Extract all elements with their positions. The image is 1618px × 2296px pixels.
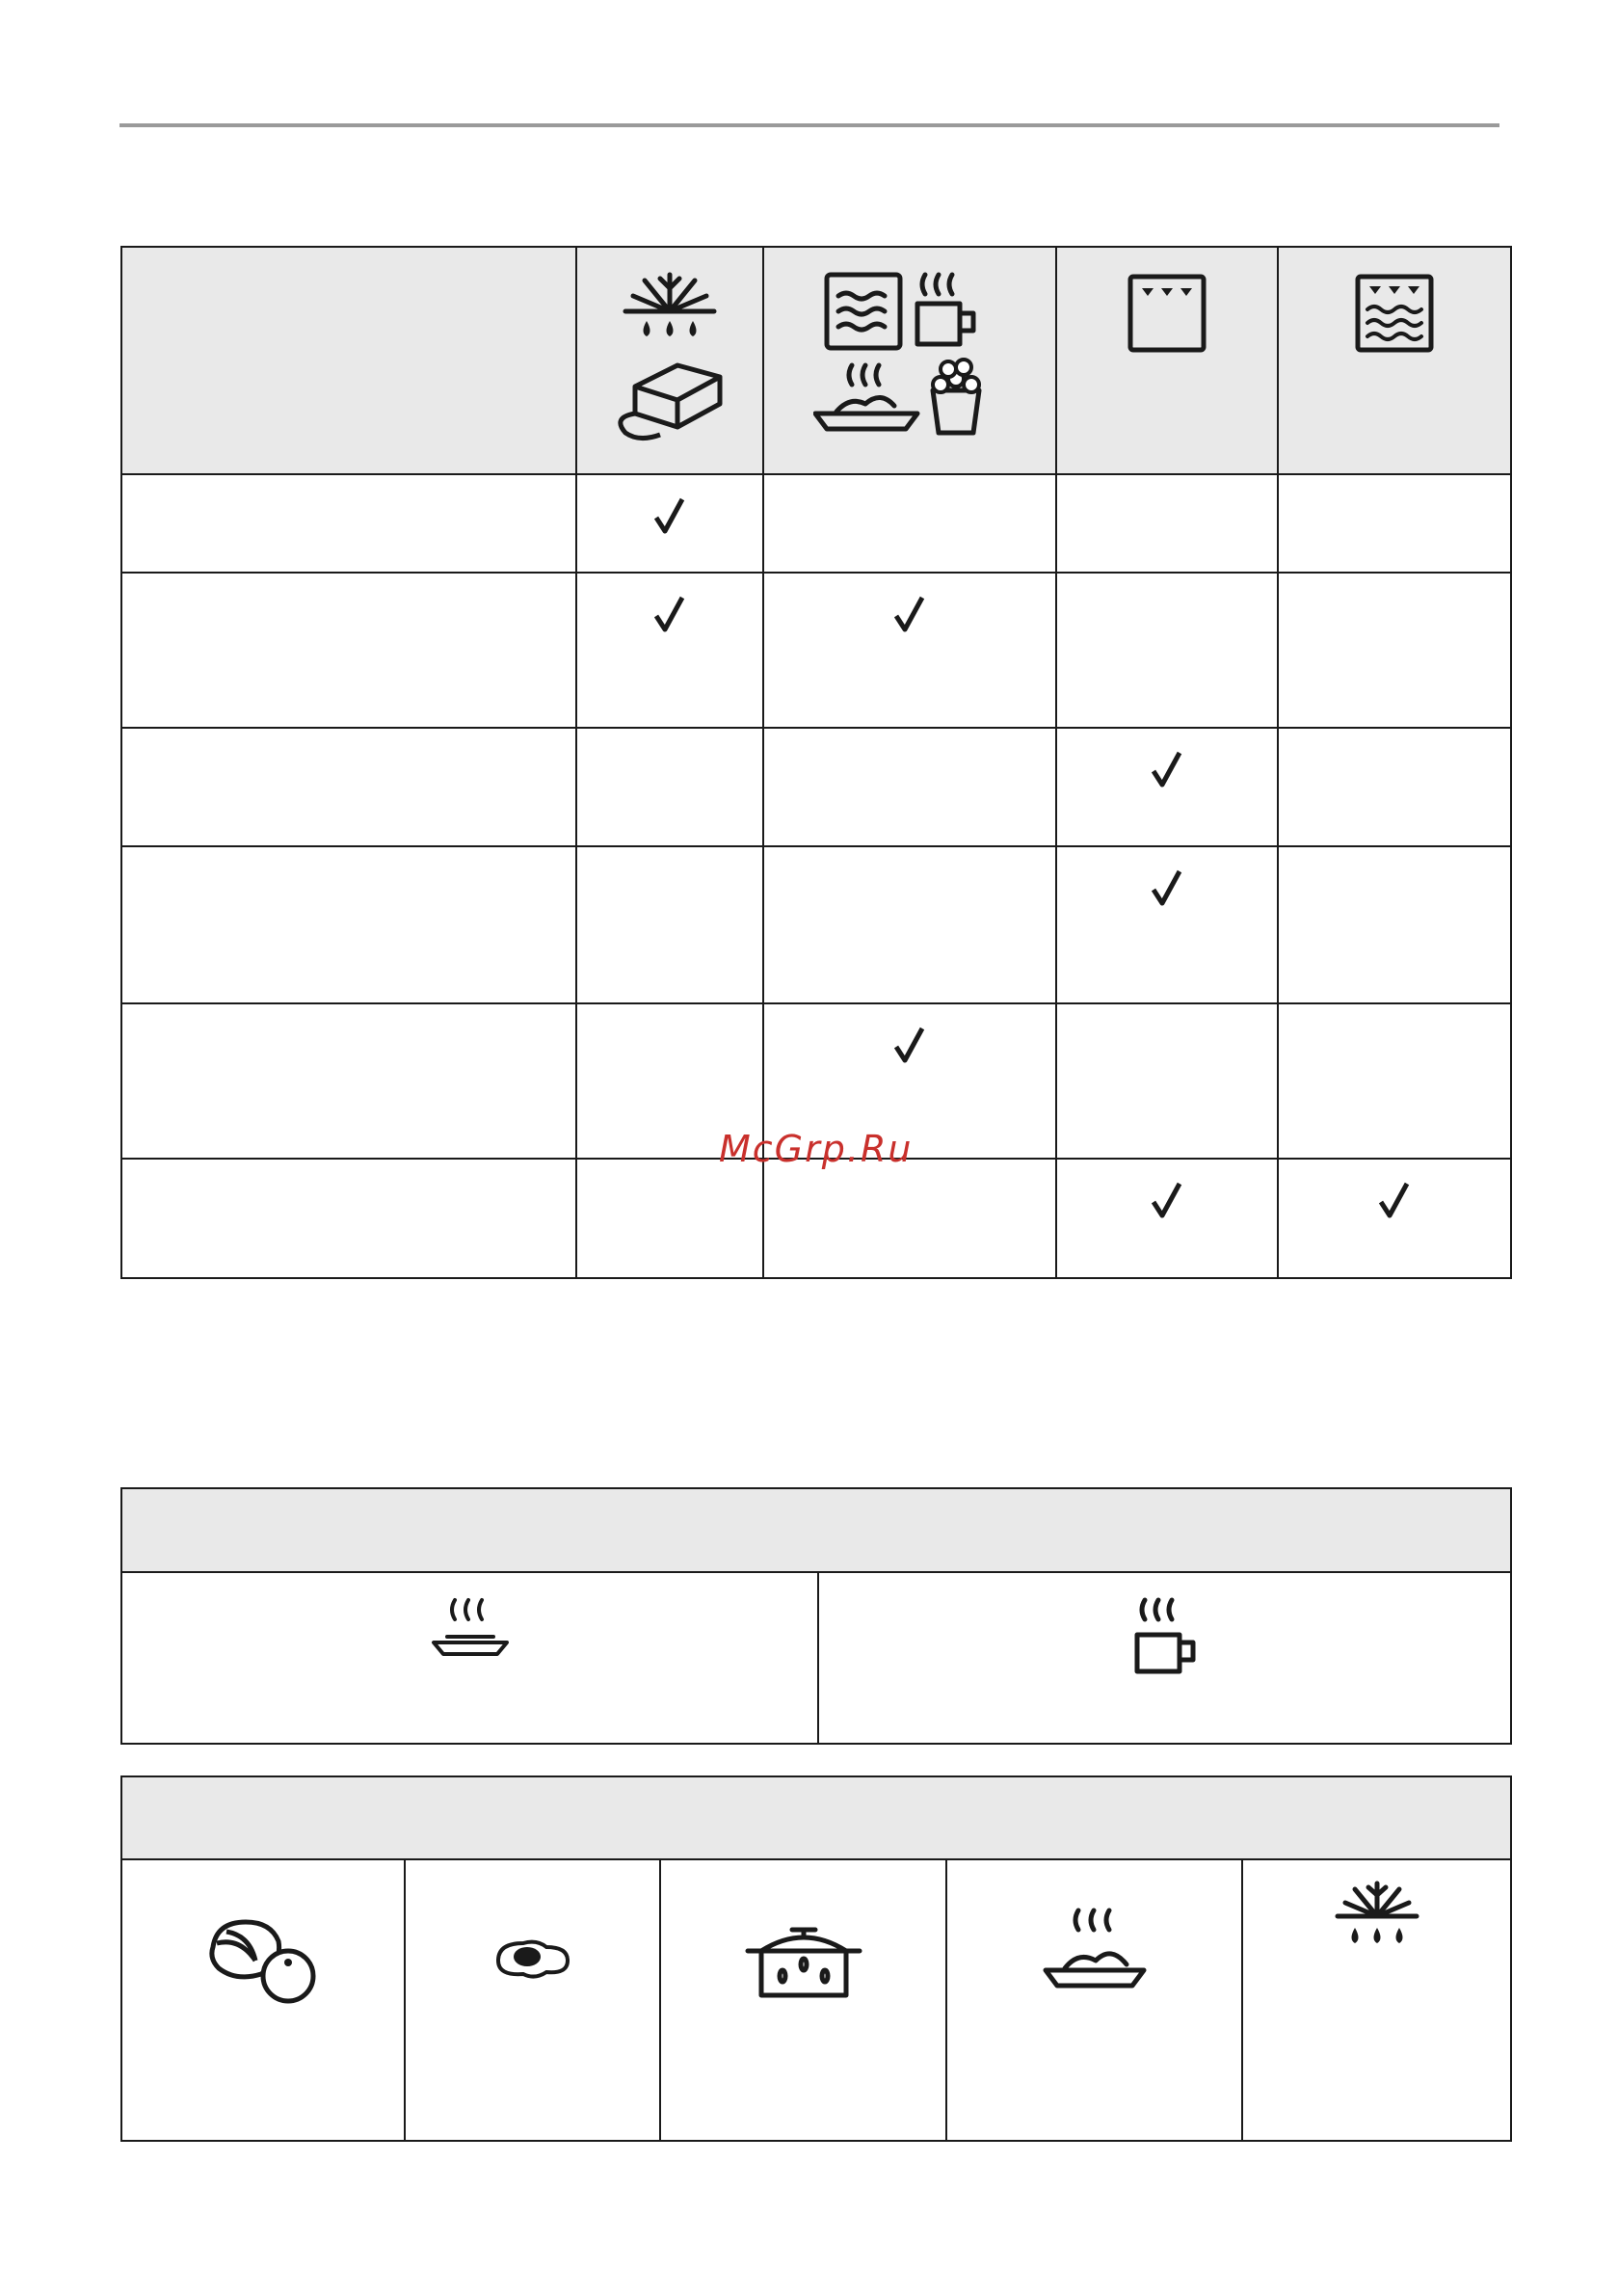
table-row <box>121 728 1511 846</box>
grill-icon <box>1127 273 1207 354</box>
hot-meal-icon <box>1042 1907 1148 1993</box>
check-cell <box>576 474 763 573</box>
defrost-icon <box>1334 1880 1420 1957</box>
row-label-cell <box>121 573 576 728</box>
check-cell <box>1278 846 1511 1003</box>
microwave-reheat-icon <box>813 271 1006 444</box>
check-cell <box>763 474 1056 573</box>
check-cell <box>1056 846 1278 1003</box>
check-cell <box>576 728 763 846</box>
table-row <box>121 846 1511 1003</box>
top-rule <box>119 123 1499 127</box>
check-cell <box>576 846 763 1003</box>
function-table <box>120 246 1512 1279</box>
reheat-drink-cell <box>818 1572 1511 1744</box>
header-grill-cell <box>1056 247 1278 474</box>
table-row <box>121 474 1511 573</box>
header-combi-cell <box>1278 247 1511 474</box>
header-label-cell <box>121 247 576 474</box>
defrost-egg-cell <box>405 1859 660 2141</box>
row-label-cell <box>121 474 576 573</box>
defrost-icon <box>612 271 728 444</box>
check-icon <box>1151 1181 1183 1219</box>
defrost-table <box>120 1775 1512 2142</box>
table-row <box>121 573 1511 728</box>
defrost-meal-cell <box>946 1859 1242 2141</box>
check-cell <box>763 1159 1056 1278</box>
check-cell <box>1278 1159 1511 1278</box>
table-row <box>121 1159 1511 1278</box>
check-cell <box>1056 1003 1278 1159</box>
row-label-cell <box>121 1159 576 1278</box>
check-cell <box>576 573 763 728</box>
table-row <box>121 1859 1511 2141</box>
defrost-vegetables-cell <box>121 1859 405 2141</box>
reheat-plate-cell <box>121 1572 818 1744</box>
check-icon <box>1151 750 1183 788</box>
defrost-frozen-cell <box>1242 1859 1511 2141</box>
cooking-pot-icon <box>744 1922 863 2003</box>
egg-icon <box>492 1936 573 1984</box>
reheat-table <box>120 1487 1512 1745</box>
check-cell <box>1056 474 1278 573</box>
table-header-row <box>121 247 1511 474</box>
check-cell <box>1056 1159 1278 1278</box>
table-row <box>121 1572 1511 1744</box>
check-cell <box>763 728 1056 846</box>
reheat-header-cell <box>121 1488 1511 1572</box>
check-cell <box>1278 573 1511 728</box>
header-microwave-cell <box>763 247 1056 474</box>
hot-drink-icon <box>1131 1596 1199 1677</box>
check-icon <box>1151 868 1183 907</box>
check-icon <box>893 1026 926 1064</box>
check-cell <box>1056 573 1278 728</box>
check-cell <box>763 573 1056 728</box>
header-defrost-cell <box>576 247 763 474</box>
defrost-header-cell <box>121 1776 1511 1859</box>
defrost-pot-cell <box>660 1859 946 2141</box>
check-icon <box>653 496 686 535</box>
plated-meal-icon <box>430 1596 511 1664</box>
row-label-cell <box>121 1003 576 1159</box>
check-cell <box>1056 728 1278 846</box>
check-icon <box>653 595 686 633</box>
table-header-row <box>121 1776 1511 1859</box>
vegetables-icon <box>207 1918 319 2005</box>
row-label-cell <box>121 846 576 1003</box>
check-cell <box>1278 474 1511 573</box>
check-icon <box>893 595 926 633</box>
watermark: McGrp.Ru <box>719 1128 914 1170</box>
check-cell <box>763 846 1056 1003</box>
combi-grill-microwave-icon <box>1354 273 1435 354</box>
check-icon <box>1378 1181 1411 1219</box>
check-cell <box>1278 1003 1511 1159</box>
check-cell <box>576 1159 763 1278</box>
table-header-row <box>121 1488 1511 1572</box>
row-label-cell <box>121 728 576 846</box>
check-cell <box>1278 728 1511 846</box>
